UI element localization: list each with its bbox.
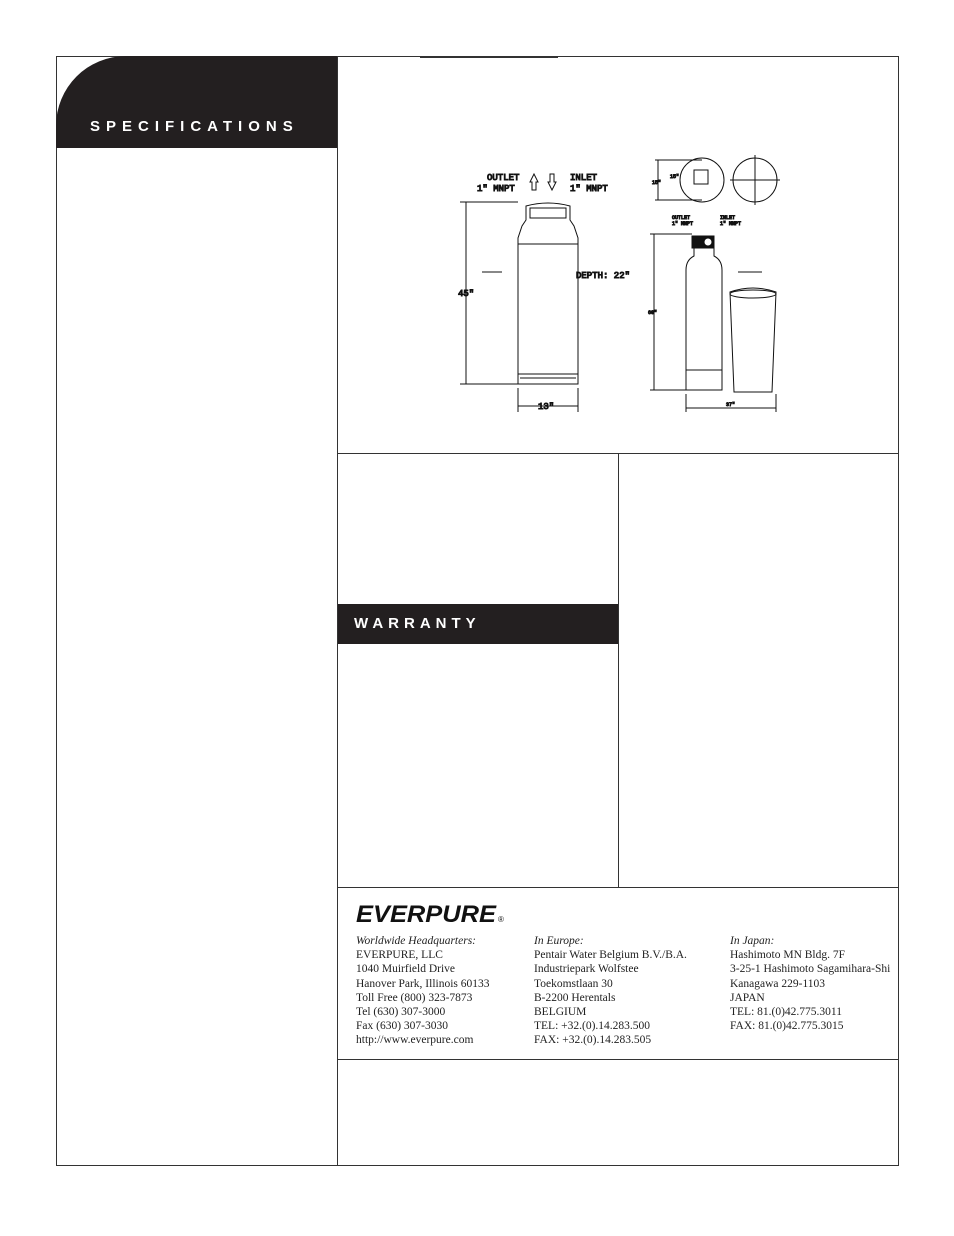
address-line: BELGIUM [534,1006,587,1019]
address-line: 3-25-1 Hashimoto Sagamihara-Shi [730,963,891,976]
footer-top-rule [337,887,899,888]
address-line: TEL: +32.(0).14.283.500 [534,1020,651,1033]
address-line: Pentair Water Belgium B.V./B.A. [534,949,687,962]
small-inlet-label: INLET [720,215,736,221]
top-tab-rule [420,56,558,58]
outlet-label: OUTLET [487,173,520,183]
europe-address [534,934,687,1048]
specifications-title: SPECIFICATIONS [90,118,299,135]
address-line: Kanagawa 229-1103 [730,977,826,990]
address-line: EVERPURE, LLC [356,949,443,962]
tank-width-label: 37" [726,402,736,408]
everpure-logo [356,900,508,926]
tank-and-brine-drawing [648,155,780,412]
address-line: B-2200 Herentals [534,991,616,1004]
website-link[interactable]: http://www.everpure.com [356,1034,474,1047]
product-dimension-drawing [440,150,800,420]
headquarters-heading: Worldwide Headquarters: [356,935,477,947]
japan-address [730,934,890,1033]
address-line: Toll Free (800) 323-7873 [356,991,473,1004]
outlet-size-label: 1" MNPT [477,184,515,194]
depth-label: DEPTH: 22" [576,271,631,281]
address-line: Fax (630) 307-3030 [356,1020,448,1033]
small-inlet-size: 1" MNPT [720,221,742,227]
address-line: Industriepark Wolfstee [534,963,639,976]
small-outlet-label: OUTLET [672,215,691,221]
small-outlet-size: 1" MNPT [672,221,694,227]
logo-text: EVERPURE [356,901,498,926]
address-line: FAX: +32.(0).14.283.505 [534,1034,652,1047]
address-line: Hanover Park, Illinois 60133 [356,977,490,990]
tank-height-label: 60" [648,310,658,316]
europe-heading: In Europe: [534,935,584,947]
address-line: JAPAN [730,991,765,1004]
height-label: 45" [458,289,475,299]
middle-column-divider [618,453,619,887]
inlet-label: INLET [570,173,598,183]
address-line: Hashimoto MN Bldg. 7F [730,949,846,962]
footer-bottom-rule [337,1059,899,1060]
japan-heading: In Japan: [730,935,775,947]
top-dim2-label: 15" [670,174,680,180]
address-line: TEL: 81.(0)42.775.3011 [730,1006,843,1019]
headquarters-address [356,934,490,1048]
top-dim-label: 15" [652,180,662,186]
warranty-title: WARRANTY [354,615,481,632]
inlet-size-label: 1" MNPT [570,184,608,194]
address-line: FAX: 81.(0)42.775.3015 [730,1020,844,1033]
address-line: Tel (630) 307-3000 [356,1006,446,1019]
width-label: 13" [538,402,555,412]
cabinet-softener-drawing [458,173,630,412]
logo-registered-mark: ® [498,915,504,924]
address-line: 1040 Muirfield Drive [356,963,456,976]
address-line: Toekomstlaan 30 [534,977,613,990]
